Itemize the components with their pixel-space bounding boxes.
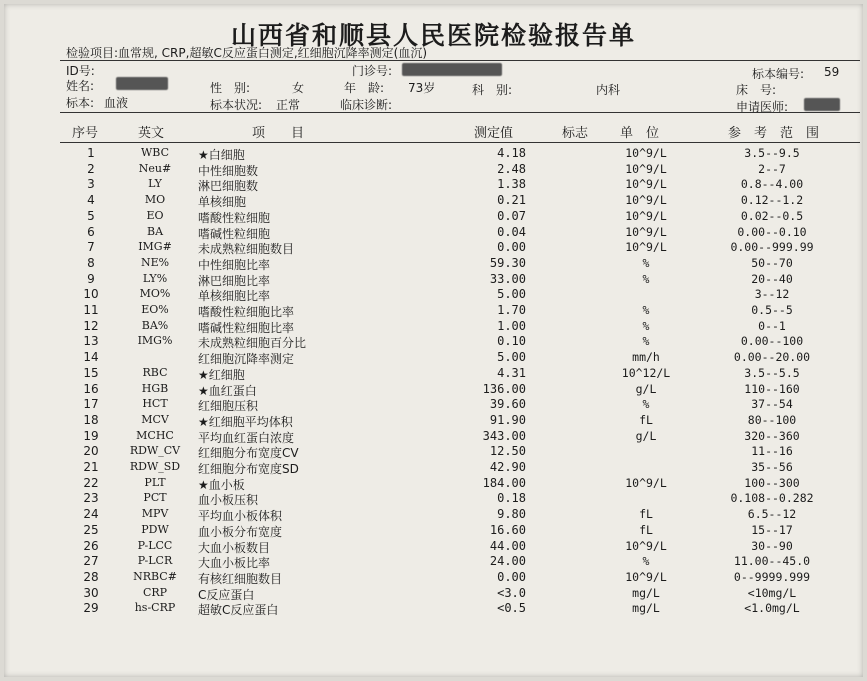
row-reference-range: 110--160 bbox=[744, 381, 800, 396]
row-item-name: 淋巴细胞比率 bbox=[198, 273, 271, 288]
row-reference-range: 3.5--9.5 bbox=[744, 146, 800, 160]
row-abbreviation: WBC bbox=[140, 146, 169, 159]
row-value: 4.18 bbox=[497, 146, 526, 160]
row-item-name: 嗜碱性粒细胞比率 bbox=[198, 320, 295, 335]
row-number: 1 bbox=[87, 146, 95, 160]
specimen-no-label: 标本编号: bbox=[752, 67, 805, 81]
row-number: 15 bbox=[83, 365, 99, 380]
row-number: 21 bbox=[83, 460, 99, 474]
row-value: 2.48 bbox=[497, 161, 526, 176]
row-value: 0.07 bbox=[497, 208, 526, 223]
row-value: 1.00 bbox=[497, 318, 526, 333]
row-item-name: 未成熟粒细胞数目 bbox=[198, 242, 295, 257]
row-value: 0.21 bbox=[497, 193, 526, 208]
table-row bbox=[4, 193, 863, 209]
row-item-name: 嗜酸性粒细胞比率 bbox=[198, 305, 295, 319]
row-abbreviation: PLT bbox=[144, 475, 166, 489]
row-unit: % bbox=[642, 318, 650, 333]
row-item-name: 大血小板数目 bbox=[198, 540, 271, 555]
row-item-name: C反应蛋白 bbox=[198, 587, 255, 602]
row-unit: fL bbox=[639, 507, 653, 522]
row-abbreviation: RDW_CV bbox=[129, 444, 181, 458]
row-abbreviation: MO bbox=[144, 193, 166, 207]
row-abbreviation: NRBC# bbox=[133, 569, 177, 583]
row-unit: fL bbox=[639, 522, 653, 537]
row-unit: % bbox=[642, 303, 650, 317]
row-unit: % bbox=[642, 271, 650, 286]
row-reference-range: 0.12--1.2 bbox=[740, 193, 804, 208]
row-unit: 10^9/L bbox=[625, 146, 667, 160]
row-item-name: 红细胞分布宽度CV bbox=[198, 446, 299, 461]
table-row bbox=[4, 162, 863, 178]
row-number: 30 bbox=[83, 585, 99, 600]
row-number: 11 bbox=[83, 303, 99, 317]
row-reference-range: 11.00--45.0 bbox=[733, 554, 811, 569]
id-label: ID号: bbox=[66, 64, 95, 78]
row-reference-range: 0.02--0.5 bbox=[740, 208, 804, 223]
row-abbreviation: Neu# bbox=[138, 161, 172, 175]
row-number: 27 bbox=[83, 554, 99, 569]
row-abbreviation: MO% bbox=[139, 287, 171, 301]
doctor-label: 申请医师: bbox=[736, 100, 789, 114]
row-abbreviation: HCT bbox=[142, 397, 168, 411]
age-value: 73岁 bbox=[408, 81, 436, 95]
row-item-name: 单核细胞比率 bbox=[198, 289, 271, 304]
row-value: 5.00 bbox=[497, 350, 526, 365]
row-item-name: 红细胞沉降率测定 bbox=[198, 352, 295, 367]
col-header-en: 英文 bbox=[138, 126, 165, 141]
row-value: 4.31 bbox=[497, 365, 526, 380]
row-abbreviation: BA% bbox=[141, 318, 169, 332]
table-row bbox=[4, 429, 863, 445]
sex-label: 性 别: bbox=[210, 81, 251, 95]
row-item-name: ★血红蛋白 bbox=[198, 383, 257, 398]
table-row bbox=[4, 225, 863, 241]
row-abbreviation: P-LCC bbox=[137, 538, 173, 552]
row-abbreviation: NE% bbox=[140, 255, 170, 269]
row-unit: 10^9/L bbox=[625, 224, 667, 239]
age-label: 年 龄: bbox=[344, 81, 385, 95]
row-item-name: 超敏C反应蛋白 bbox=[198, 603, 279, 618]
row-number: 20 bbox=[83, 444, 99, 459]
row-reference-range: 2--7 bbox=[758, 161, 786, 176]
row-reference-range: <10mg/L bbox=[747, 585, 797, 600]
report-paper bbox=[4, 4, 863, 677]
row-value: 343.00 bbox=[482, 428, 526, 443]
row-reference-range: <1.0mg/L bbox=[744, 601, 800, 616]
row-item-name: 有核红细胞数目 bbox=[198, 571, 283, 586]
row-value: <3.0 bbox=[497, 585, 526, 600]
table-row bbox=[4, 460, 863, 476]
row-number: 18 bbox=[83, 412, 99, 427]
row-reference-range: 30--90 bbox=[751, 538, 793, 553]
row-number: 13 bbox=[83, 334, 99, 349]
row-reference-range: 15--17 bbox=[751, 522, 793, 537]
table-row bbox=[4, 507, 863, 523]
row-item-name: 平均血红蛋白浓度 bbox=[198, 430, 295, 445]
row-unit: 10^9/L bbox=[625, 475, 667, 490]
name-label: 姓名: bbox=[66, 79, 95, 93]
row-unit: mg/L bbox=[632, 585, 660, 600]
row-number: 2 bbox=[87, 161, 95, 176]
row-value: 0.10 bbox=[497, 334, 526, 349]
row-unit: 10^9/L bbox=[625, 240, 667, 255]
row-reference-range: 0.5--5 bbox=[751, 303, 793, 317]
table-row bbox=[4, 491, 863, 507]
row-reference-range: 20--40 bbox=[751, 271, 793, 286]
row-number: 10 bbox=[83, 287, 99, 302]
row-value: 0.18 bbox=[497, 491, 526, 506]
col-header-value: 测定值 bbox=[474, 126, 514, 141]
table-row bbox=[4, 523, 863, 539]
row-number: 3 bbox=[87, 177, 95, 192]
table-row bbox=[4, 287, 863, 303]
specimen-no: 59 bbox=[824, 65, 840, 79]
row-value: 42.90 bbox=[489, 460, 526, 474]
row-item-name: ★红细胞 bbox=[198, 367, 245, 382]
row-value: 24.00 bbox=[489, 554, 526, 569]
row-abbreviation: P-LCR bbox=[137, 554, 173, 568]
row-item-name: ★血小板 bbox=[198, 477, 245, 492]
row-value: 1.38 bbox=[497, 177, 526, 192]
row-number: 5 bbox=[87, 208, 95, 223]
row-value: 0.00 bbox=[497, 569, 526, 584]
row-item-name: 未成熟粒细胞百分比 bbox=[198, 336, 307, 351]
table-row bbox=[4, 272, 863, 288]
row-abbreviation: EO% bbox=[141, 303, 169, 316]
row-reference-range: 100--300 bbox=[744, 475, 800, 490]
row-number: 23 bbox=[83, 491, 99, 506]
specimen-status-value: 正常 bbox=[276, 98, 301, 112]
row-number: 17 bbox=[83, 397, 99, 412]
row-reference-range: 6.5--12 bbox=[747, 507, 797, 522]
specimen-status-label: 标本状况: bbox=[210, 98, 263, 112]
divider-top bbox=[60, 60, 860, 61]
diagnosis-label: 临床诊断: bbox=[340, 98, 393, 112]
row-abbreviation: MCV bbox=[141, 412, 169, 426]
row-value: 12.50 bbox=[489, 444, 526, 459]
row-number: 7 bbox=[87, 240, 95, 255]
row-item-name: 红细胞分布宽度SD bbox=[198, 462, 299, 476]
row-unit: g/L bbox=[635, 381, 657, 396]
table-row bbox=[4, 539, 863, 555]
row-value: 9.80 bbox=[497, 507, 526, 522]
table-row bbox=[4, 334, 863, 350]
table-row bbox=[4, 177, 863, 193]
row-reference-range: 37--54 bbox=[751, 397, 793, 412]
table-row bbox=[4, 586, 863, 602]
row-abbreviation: MPV bbox=[141, 507, 169, 521]
table-row bbox=[4, 554, 863, 570]
table-row bbox=[4, 350, 863, 366]
row-item-name: 中性细胞比率 bbox=[198, 257, 271, 272]
row-item-name: 血小板分布宽度 bbox=[198, 524, 283, 539]
row-number: 25 bbox=[83, 522, 99, 537]
row-item-name: 嗜碱性粒细胞 bbox=[198, 226, 271, 241]
row-abbreviation: LY% bbox=[142, 271, 168, 285]
row-unit: % bbox=[642, 255, 650, 270]
row-item-name: 淋巴细胞数 bbox=[198, 179, 259, 194]
row-abbreviation: PDW bbox=[141, 522, 169, 536]
table-row bbox=[4, 303, 863, 319]
row-reference-range: 3--12 bbox=[754, 287, 790, 302]
divider-header-top bbox=[60, 112, 860, 113]
row-item-name: 嗜酸性粒细胞 bbox=[198, 210, 271, 225]
row-abbreviation: IMG% bbox=[137, 334, 173, 348]
bed-label: 床 号: bbox=[736, 83, 777, 97]
row-abbreviation: RBC bbox=[142, 365, 168, 379]
row-reference-range: 3.5--5.5 bbox=[744, 365, 800, 380]
row-value: 91.90 bbox=[489, 412, 526, 427]
row-unit: 10^12/L bbox=[621, 365, 671, 380]
row-reference-range: 0.108--0.282 bbox=[730, 491, 814, 506]
report-title: 山西省和顺县人民医院检验报告单 bbox=[230, 21, 636, 50]
row-value: 16.60 bbox=[489, 522, 526, 537]
row-number: 6 bbox=[87, 224, 95, 239]
table-row bbox=[4, 209, 863, 225]
table-row bbox=[4, 601, 863, 617]
row-abbreviation: MCHC bbox=[136, 428, 174, 442]
row-reference-range: 35--56 bbox=[751, 460, 793, 474]
row-number: 12 bbox=[83, 318, 99, 333]
table-row bbox=[4, 382, 863, 398]
row-unit: mm/h bbox=[632, 350, 660, 365]
row-item-name: 大血小板比率 bbox=[198, 556, 271, 571]
redaction-clinic bbox=[402, 62, 502, 76]
row-item-name: ★红细胞平均体积 bbox=[198, 414, 293, 429]
row-number: 26 bbox=[83, 538, 99, 553]
row-number: 28 bbox=[83, 569, 99, 584]
col-header-flag: 标志 bbox=[562, 126, 589, 141]
row-unit: fL bbox=[639, 412, 653, 427]
row-unit: 10^9/L bbox=[625, 569, 667, 584]
table-row bbox=[4, 240, 863, 256]
table-row bbox=[4, 476, 863, 492]
specimen-label: 标本: bbox=[66, 96, 95, 110]
row-reference-range: 0.00--999.99 bbox=[730, 240, 814, 255]
row-item-name: ★白细胞 bbox=[198, 148, 245, 162]
table-row bbox=[4, 146, 863, 162]
col-header-ref: 参 考 范 围 bbox=[728, 126, 820, 141]
row-unit: 10^9/L bbox=[625, 538, 667, 553]
row-number: 8 bbox=[87, 255, 95, 270]
row-number: 16 bbox=[83, 381, 99, 396]
row-value: 0.04 bbox=[497, 224, 526, 239]
row-value: 0.00 bbox=[497, 240, 526, 255]
row-number: 29 bbox=[83, 601, 99, 616]
row-value: 39.60 bbox=[489, 397, 526, 412]
row-number: 14 bbox=[83, 350, 99, 365]
table-row bbox=[4, 570, 863, 586]
row-value: <0.5 bbox=[497, 601, 526, 616]
row-value: 184.00 bbox=[482, 475, 526, 490]
row-unit: 10^9/L bbox=[625, 177, 667, 192]
row-item-name: 血小板压积 bbox=[198, 493, 259, 508]
row-unit: g/L bbox=[635, 428, 657, 443]
row-abbreviation: PCT bbox=[143, 491, 167, 505]
dept-label: 科 别: bbox=[472, 83, 513, 97]
row-unit: % bbox=[642, 334, 650, 349]
table-row bbox=[4, 397, 863, 413]
row-value: 5.00 bbox=[497, 287, 526, 302]
col-header-unit: 单 位 bbox=[620, 126, 660, 141]
row-reference-range: 0--1 bbox=[758, 318, 786, 333]
col-header-item: 项 目 bbox=[252, 126, 305, 141]
clinic-label: 门诊号: bbox=[352, 64, 393, 78]
row-reference-range: 0.00--0.10 bbox=[737, 224, 807, 239]
row-value: 136.00 bbox=[482, 381, 526, 396]
row-abbreviation: BA bbox=[146, 224, 164, 238]
row-unit: 10^9/L bbox=[625, 208, 667, 223]
table-row bbox=[4, 444, 863, 460]
row-value: 1.70 bbox=[497, 303, 526, 317]
row-number: 24 bbox=[83, 507, 99, 522]
col-header-no: 序号 bbox=[72, 126, 99, 141]
row-unit: % bbox=[642, 397, 650, 412]
row-reference-range: 0--9999.999 bbox=[733, 569, 811, 584]
row-abbreviation: CRP bbox=[142, 585, 168, 599]
table-row bbox=[4, 366, 863, 382]
row-unit: % bbox=[642, 554, 650, 569]
redaction-doctor bbox=[804, 97, 840, 111]
row-reference-range: 0.00--100 bbox=[740, 334, 804, 349]
row-abbreviation: RDW_SD bbox=[129, 460, 181, 473]
row-number: 9 bbox=[87, 271, 95, 286]
test-items: 检验项目:血常规, CRP,超敏C反应蛋白测定,红细胞沉降率测定(血沉) bbox=[66, 46, 427, 60]
sex-value: 女 bbox=[292, 81, 305, 95]
row-number: 19 bbox=[83, 428, 99, 443]
row-reference-range: 0.8--4.00 bbox=[740, 177, 804, 192]
row-reference-range: 11--16 bbox=[751, 444, 793, 459]
row-item-name: 单核细胞 bbox=[198, 195, 247, 210]
row-value: 44.00 bbox=[489, 538, 526, 553]
row-value: 33.00 bbox=[489, 271, 526, 286]
row-item-name: 红细胞压积 bbox=[198, 399, 259, 414]
row-item-name: 平均血小板体积 bbox=[198, 509, 283, 524]
row-unit: 10^9/L bbox=[625, 193, 667, 208]
dept-value: 内科 bbox=[596, 83, 621, 97]
row-reference-range: 50--70 bbox=[751, 255, 793, 270]
row-reference-range: 0.00--20.00 bbox=[733, 350, 811, 365]
row-item-name: 中性细胞数 bbox=[198, 163, 259, 178]
table-row bbox=[4, 413, 863, 429]
row-abbreviation: IMG# bbox=[138, 240, 172, 254]
row-number: 4 bbox=[87, 193, 95, 208]
row-unit: mg/L bbox=[632, 601, 660, 616]
row-abbreviation: LY bbox=[148, 177, 162, 191]
row-abbreviation: hs-CRP bbox=[134, 601, 176, 615]
row-number: 22 bbox=[83, 475, 99, 490]
table-row bbox=[4, 319, 863, 335]
row-value: 59.30 bbox=[489, 255, 526, 270]
table-row bbox=[4, 256, 863, 272]
specimen-value: 血液 bbox=[104, 96, 129, 110]
divider-header-bottom bbox=[60, 142, 860, 143]
row-abbreviation: HGB bbox=[141, 381, 169, 395]
row-reference-range: 80--100 bbox=[747, 412, 797, 427]
row-unit: 10^9/L bbox=[625, 161, 667, 176]
redaction-name bbox=[116, 76, 168, 90]
row-abbreviation: EO bbox=[146, 208, 164, 222]
row-reference-range: 320--360 bbox=[744, 428, 800, 443]
